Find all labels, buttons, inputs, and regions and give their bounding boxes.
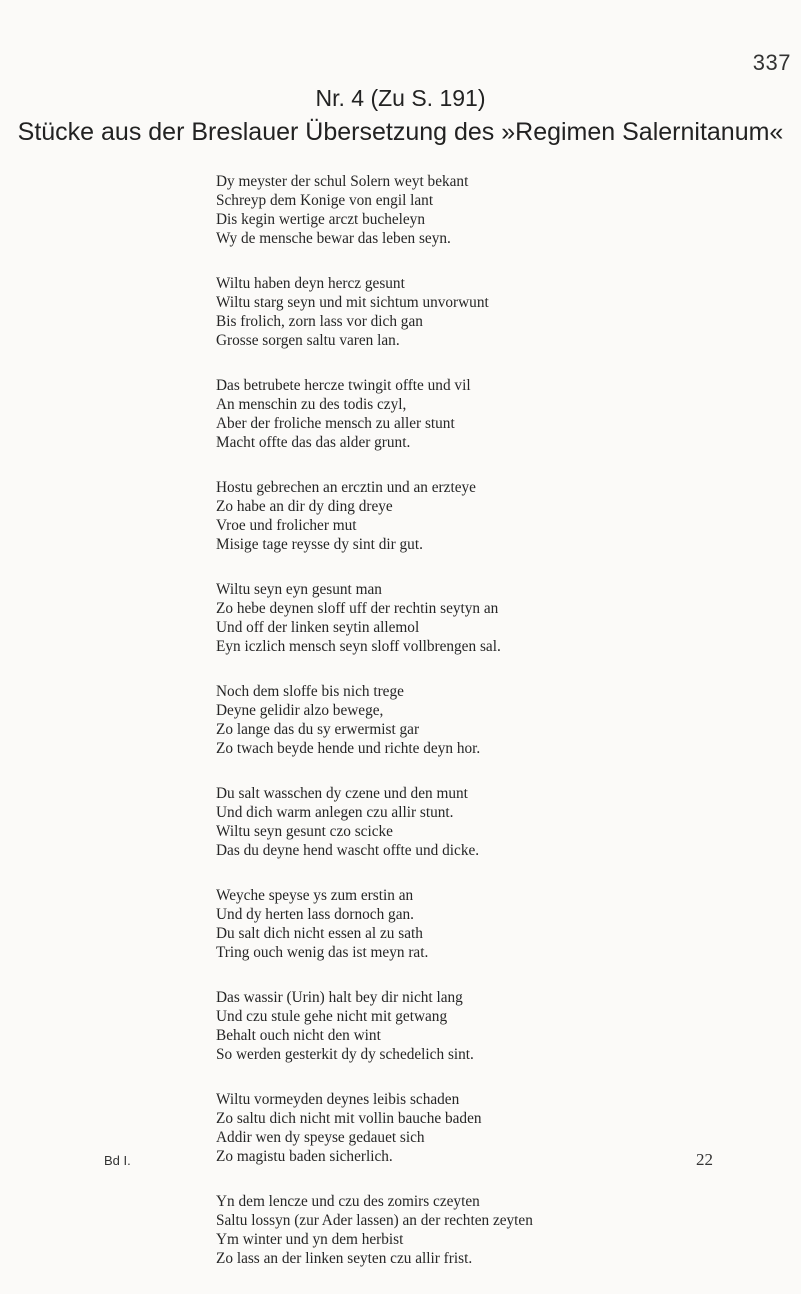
poem-line: Zo magistu baden sicherlich. [216, 1148, 393, 1165]
poem-line: Saltu lossyn (zur Ader lassen) an der rechten zeyten [216, 1212, 533, 1229]
poem-line: Und dich warm anlegen czu allir stunt. [216, 804, 454, 821]
stanza [216, 172, 786, 248]
poem-line: Weyche speyse ys zum erstin an [216, 887, 414, 904]
stanza [216, 682, 786, 758]
poem-line: Zo lass an der linken seyten czu allir frist. [216, 1250, 473, 1267]
poem-line: Und czu stule gehe nicht mit getwang [216, 1008, 448, 1025]
poem-line: Zo lange das du sy erwermist gar [216, 721, 420, 738]
poem-line: Schreyp dem Konige von engil lant [216, 192, 434, 209]
poem-line: Addir wen dy speyse gedauet sich [216, 1129, 425, 1146]
poem-line: Bis frolich, zorn lass vor dich gan [216, 313, 423, 330]
poem-line: Zo saltu dich nicht mit vollin bauche baden [216, 1110, 482, 1127]
stanza [216, 376, 786, 452]
poem-line: Dy meyster der schul Solern weyt bekant [216, 173, 469, 190]
stanza [216, 478, 786, 554]
page-number: 337 [752, 50, 791, 75]
poem-line: Wiltu starg seyn und mit sichtum unvorwunt [216, 294, 489, 311]
poem-line: Wiltu seyn eyn gesunt man [216, 581, 382, 598]
section-heading: Nr. 4 (Zu S. 191) [315, 85, 486, 111]
poem-line: Du salt wasschen dy czene und den munt [216, 785, 468, 802]
poem-line: Eyn iczlich mensch seyn sloff vollbrengen sal. [216, 638, 501, 655]
stanza [216, 274, 786, 350]
poem-line: Yn dem lencze und czu des zomirs czeyten [216, 1193, 480, 1210]
poem-line: Das betrubete hercze twingit offte und vil [216, 377, 471, 394]
stanza [216, 886, 786, 962]
poem-line: Macht offte das das alder grunt. [216, 434, 411, 451]
poem-line: Wiltu haben deyn hercz gesunt [216, 275, 405, 292]
poem-line: Hostu gebrechen an ercztin und an erzteye [216, 479, 476, 496]
poem-line: Das du deyne hend wascht offte und dicke. [216, 842, 480, 859]
poem-line: Zo twach beyde hende und richte deyn hor. [216, 740, 481, 757]
poem-line: Du salt dich nicht essen al zu sath [216, 925, 423, 942]
poem-line: Wiltu vormeyden deynes leibis schaden [216, 1091, 460, 1108]
poem-line: So werden gesterkit dy dy schedelich sint. [216, 1046, 474, 1063]
poem-line: Und dy herten lass dornoch gan. [216, 906, 414, 923]
page-title: Stücke aus der Breslauer Übersetzung des »Regimen Salernitanum« [17, 118, 784, 146]
poem-line: Dis kegin wertige arczt bucheleyn [216, 211, 425, 228]
poem-line: Tring ouch wenig das ist meyn rat. [216, 944, 429, 961]
poem-line: Wy de mensche bewar das leben seyn. [216, 230, 451, 247]
poem-line: Zo hebe deynen sloff uff der rechtin seytyn an [216, 600, 499, 617]
poem-line: Ym winter und yn dem herbist [216, 1231, 404, 1248]
poem [216, 172, 786, 1294]
poem-line: Das wassir (Urin) halt bey dir nicht lang [216, 989, 463, 1006]
stanza [216, 580, 786, 656]
poem-line: Grosse sorgen saltu varen lan. [216, 332, 400, 349]
poem-line: Zo habe an dir dy ding dreye [216, 498, 393, 515]
poem-line: Misige tage reysse dy sint dir gut. [216, 536, 423, 553]
poem-line: Behalt ouch nicht den wint [216, 1027, 381, 1044]
poem-line: Wiltu seyn gesunt czo scicke [216, 823, 393, 840]
stanza [216, 784, 786, 860]
poem-line: Deyne gelidir alzo bewege, [216, 702, 384, 719]
stanza [216, 988, 786, 1064]
poem-line: Und off der linken seytin allemol [216, 619, 420, 636]
poem-line: Vroe und frolicher mut [216, 517, 357, 534]
poem-line: Noch dem sloffe bis nich trege [216, 683, 404, 700]
poem-line: An menschin zu des todis czyl, [216, 396, 407, 413]
footer-signature: 22 [696, 1150, 713, 1169]
poem-line: Aber der froliche mensch zu aller stunt [216, 415, 455, 432]
footer-volume: Bd I. [104, 1153, 131, 1168]
